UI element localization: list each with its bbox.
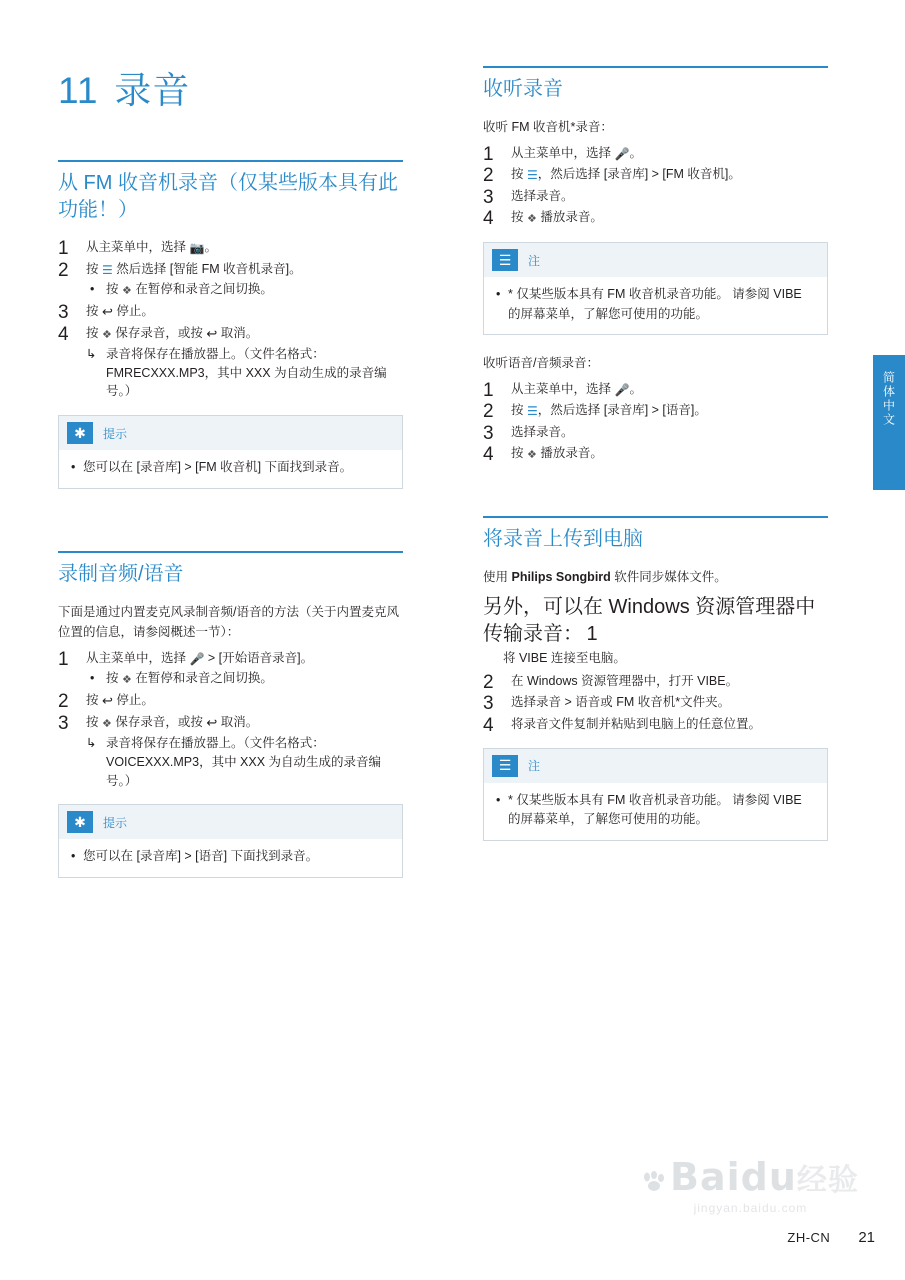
- play-pause-icon: ❖: [526, 449, 537, 462]
- watermark: [642, 1155, 859, 1215]
- step-text-tail: 然后选择 [智能 FM 收音机录音]。: [112, 261, 302, 276]
- step-text-tail: 停止。: [112, 303, 154, 318]
- step-text-tail: 播放录音。: [536, 446, 603, 461]
- step-text: 从主菜单中，选择: [511, 145, 615, 160]
- note-box: [483, 242, 828, 335]
- mic-icon: 🎤: [614, 382, 630, 397]
- step-text-tail: ，然后选择 [录音库] > [语音]。: [537, 403, 707, 418]
- step-item: [58, 302, 403, 322]
- runin-step-number: 1: [586, 622, 598, 645]
- language-side-tab: [873, 355, 905, 490]
- sub-text-tail: 在暂停和录音之间切换。: [131, 671, 273, 686]
- arrow-icon: ↳: [86, 346, 97, 361]
- note-item: [494, 285, 817, 324]
- step-item: [58, 238, 403, 258]
- menu-icon: ☰: [526, 168, 538, 183]
- step-item: [483, 444, 828, 464]
- note-header: [484, 749, 827, 783]
- watermark-brand: [642, 1155, 859, 1199]
- note-label: 注: [528, 759, 541, 774]
- step-item: [483, 423, 828, 442]
- step-number: 3: [483, 186, 494, 208]
- sub-list: [86, 280, 403, 300]
- sub-item: [86, 345, 403, 401]
- asterisk-icon: ✱: [67, 811, 93, 833]
- tip-box: [58, 804, 403, 877]
- step-text-mid: 保存录音，或按: [111, 715, 207, 730]
- step-text-mid: 保存录音，或按: [111, 325, 207, 340]
- sub-text: 录音将保存在播放器上。（文件名格式：VOICEXXX.MP3，其中 XXX 为自动生成的录音编号。）: [106, 736, 382, 788]
- mic-icon: 🎤: [614, 146, 630, 161]
- step-number: 4: [58, 323, 69, 345]
- step-text: 按: [511, 403, 527, 418]
- step-text-tail: 取消。: [217, 715, 259, 730]
- step-text: 按: [511, 446, 527, 461]
- tip-label: 提示: [103, 815, 128, 830]
- step-text-tail: 。: [629, 381, 642, 396]
- bullet: •: [90, 671, 95, 686]
- sub-list: [86, 345, 403, 401]
- step-item: [58, 324, 403, 401]
- sub-item: [86, 280, 403, 300]
- back-icon: ↩: [206, 715, 218, 731]
- step-text: 在 Windows 资源管理器中，打开 VIBE。: [511, 673, 739, 688]
- note-item: [494, 791, 817, 830]
- section-title: 将录音上传到电脑: [483, 528, 643, 551]
- step-text: 按: [511, 167, 527, 182]
- step-text-tail: 。: [629, 145, 642, 160]
- step-number: 2: [58, 259, 69, 281]
- footer-language: ZH-CN: [787, 1230, 831, 1245]
- runin-heading: 另外，可以在 Windows 资源管理器中传输录音：: [483, 595, 816, 645]
- chapter-number: 11: [58, 70, 99, 111]
- tip-header: [59, 805, 402, 839]
- bullet: •: [71, 849, 76, 864]
- sub-list: [86, 669, 403, 689]
- step-number: 2: [483, 401, 494, 423]
- step-text: 按: [86, 715, 102, 730]
- step-number: 3: [58, 713, 69, 735]
- step-text: 选择录音 > 语音或 FM 收音机*文件夹。: [511, 695, 731, 710]
- section-rule: [58, 160, 403, 162]
- tip-body: [59, 839, 402, 876]
- tip-body: [59, 450, 402, 487]
- footer-page-number: 21: [858, 1229, 875, 1246]
- play-pause-icon: ❖: [101, 718, 112, 731]
- play-pause-icon: ❖: [101, 328, 112, 341]
- note-label: 注: [528, 253, 541, 268]
- tip-text: 您可以在 [录音库] > [语音] 下面找到录音。: [83, 849, 319, 864]
- sub-text: 按: [106, 282, 122, 297]
- step-text-tail: > [开始语音录音]。: [204, 650, 314, 665]
- section-intro-2: 收听语音/音频录音：: [483, 355, 599, 370]
- step-item: [483, 380, 828, 400]
- page-footer: [58, 1229, 875, 1246]
- step-text: 选择录音。: [511, 188, 574, 203]
- tip-text: 您可以在 [录音库] > [FM 收音机] 下面找到录音。: [83, 460, 353, 475]
- section-audio-voice-recording: [58, 551, 403, 878]
- play-pause-icon: ❖: [526, 213, 537, 226]
- step-text-tail: 。: [204, 240, 217, 254]
- intro-prefix: 使用: [483, 570, 512, 585]
- tip-item: [69, 847, 392, 866]
- software-name: Philips Songbird: [511, 570, 611, 585]
- watermark-brand-suffix: 经验: [796, 1163, 859, 1198]
- note-body: [484, 277, 827, 334]
- back-icon: ↩: [101, 692, 113, 708]
- chapter-heading: [58, 60, 403, 114]
- sub-list: [86, 734, 403, 790]
- section-fm-recording: [58, 160, 403, 489]
- intro-suffix: 软件同步媒体文件。: [610, 570, 727, 585]
- steps-list: [483, 672, 828, 734]
- section-title: 收听录音: [483, 78, 563, 100]
- step-text: 按: [511, 210, 527, 225]
- runin-block: [483, 594, 828, 668]
- note-icon: ☰: [492, 249, 518, 271]
- tip-item: [69, 458, 392, 477]
- right-column: [483, 60, 828, 871]
- step-text: 按: [86, 261, 102, 276]
- runin-step-text: 将 VIBE 连接至电脑。: [503, 650, 626, 665]
- asterisk-icon: ✱: [67, 422, 93, 444]
- step-number: 2: [483, 165, 494, 187]
- step-number: 4: [483, 444, 494, 466]
- step-text-tail: 停止。: [112, 692, 154, 707]
- camera-icon: 📷: [189, 241, 205, 255]
- menu-icon: ☰: [101, 262, 113, 277]
- step-number: 4: [483, 714, 494, 736]
- steps-list-2: [483, 380, 828, 465]
- paw-icon: [642, 1171, 668, 1193]
- sub-item: [86, 734, 403, 790]
- step-text: 按: [86, 692, 102, 707]
- step-text: 按: [86, 325, 102, 340]
- side-tab-label: 简体中文: [881, 371, 896, 427]
- step-number: 2: [483, 671, 494, 693]
- sub-text: 按: [106, 671, 122, 686]
- tip-label: 提示: [103, 426, 128, 441]
- section-intro: [483, 567, 828, 588]
- mic-icon: 🎤: [189, 651, 205, 666]
- step-text: 将录音文件复制并粘贴到电脑上的任意位置。: [511, 716, 762, 731]
- step-item: [483, 715, 828, 734]
- section-listen-recordings: [483, 66, 828, 464]
- menu-icon: ☰: [526, 404, 538, 419]
- step-text-tail: ，然后选择 [录音库] > [FM 收音机]。: [537, 167, 741, 182]
- section-intro: 下面是通过内置麦克风录制音频/语音的方法（关于内置麦克风位置的信息，请参阅概述一节）：: [58, 604, 399, 640]
- bullet: •: [71, 460, 76, 475]
- step-item: [483, 187, 828, 206]
- step-number: 1: [483, 143, 494, 165]
- arrow-icon: ↳: [86, 736, 97, 751]
- step-number: 1: [58, 648, 69, 670]
- step-item: [58, 260, 403, 300]
- note-icon: ☰: [492, 755, 518, 777]
- tip-header: [59, 416, 402, 450]
- note-text: * 仅某些版本具有 FM 收音机录音功能。 请参阅 VIBE 的屏幕菜单，了解您可使用的功能。: [508, 287, 802, 321]
- step-item: [483, 165, 828, 185]
- play-pause-icon: ❖: [121, 285, 132, 298]
- chapter-title: 录音: [114, 70, 191, 111]
- step-text: 从主菜单中，选择: [511, 381, 615, 396]
- watermark-url: jingyan.baidu.com: [693, 1201, 808, 1215]
- step-number: 4: [483, 208, 494, 230]
- step-item: [58, 691, 403, 711]
- note-body: [484, 783, 827, 840]
- step-item: [483, 401, 828, 421]
- section-title: 录制音频/语音: [58, 562, 184, 585]
- step-text: 从主菜单中，选择: [86, 650, 190, 665]
- step-number: 1: [483, 379, 494, 401]
- note-header: [484, 243, 827, 277]
- bullet: •: [496, 287, 501, 302]
- step-item: [483, 693, 828, 715]
- step-text-tail: 播放录音。: [536, 210, 603, 225]
- steps-list: [483, 144, 828, 229]
- step-item: [483, 208, 828, 228]
- sub-item: [86, 669, 403, 689]
- section-rule: [58, 551, 403, 553]
- step-text-tail: 取消。: [217, 325, 259, 340]
- left-column: [58, 60, 403, 908]
- step-number: 2: [58, 690, 69, 712]
- step-number: 3: [58, 301, 69, 323]
- sub-text: 录音将保存在播放器上。（文件名格式：FMRECXXX.MP3，其中 XXX 为自动生成的录音编号。）: [106, 346, 387, 399]
- step-item: [483, 672, 828, 691]
- steps-list: [58, 238, 403, 401]
- bullet: •: [496, 792, 501, 807]
- bullet: •: [90, 282, 95, 297]
- back-icon: ↩: [101, 303, 113, 319]
- note-text: * 仅某些版本具有 FM 收音机录音功能。 请参阅 VIBE 的屏幕菜单，了解您可使用的功能。: [508, 792, 802, 827]
- section-title: 从 FM 收音机录音（仅某些版本具有此功能！）: [58, 172, 398, 221]
- step-text: 按: [86, 303, 102, 318]
- tip-box: [58, 415, 403, 488]
- step-item: [58, 649, 403, 689]
- section-rule: [483, 66, 828, 68]
- section-upload-to-computer: [483, 516, 828, 841]
- step-text: 从主菜单中，选择: [86, 240, 190, 254]
- step-item: [483, 144, 828, 164]
- steps-list: [58, 649, 403, 791]
- section-rule: [483, 516, 828, 518]
- step-number: 3: [483, 422, 494, 444]
- watermark-brand-text: Baidu: [670, 1155, 797, 1199]
- step-number: 1: [58, 238, 69, 259]
- step-number: 3: [483, 693, 494, 715]
- note-box: [483, 748, 828, 841]
- play-pause-icon: ❖: [121, 674, 132, 687]
- section-intro: 收听 FM 收音机*录音：: [483, 120, 613, 134]
- sub-text-tail: 在暂停和录音之间切换。: [131, 282, 273, 297]
- step-text: 选择录音。: [511, 424, 574, 439]
- back-icon: ↩: [206, 325, 218, 341]
- step-item: [58, 713, 403, 790]
